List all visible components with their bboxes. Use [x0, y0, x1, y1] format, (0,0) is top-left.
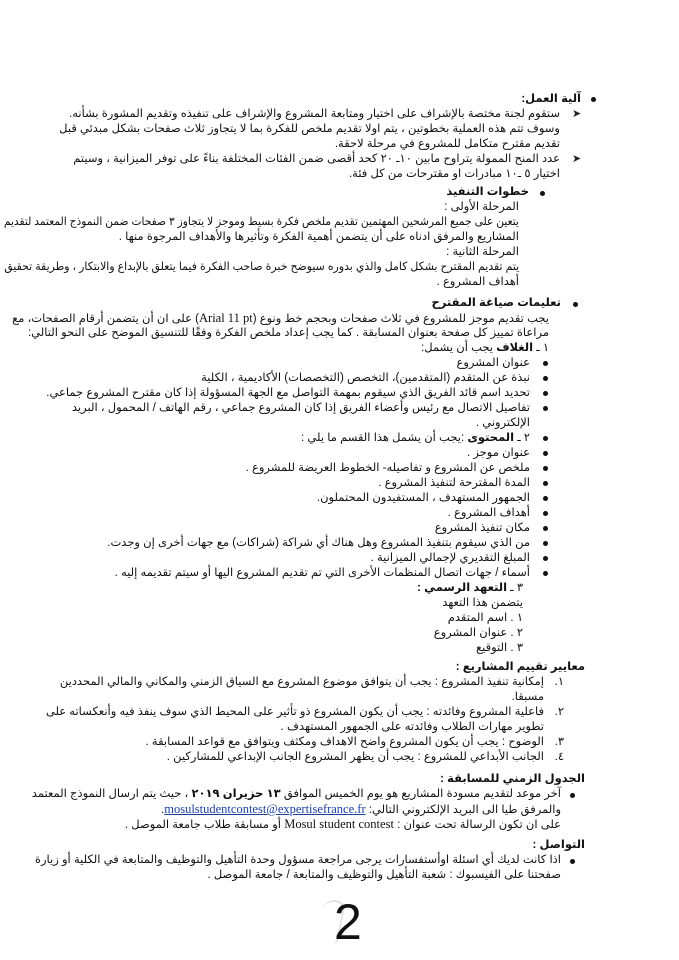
bullet-icon [543, 406, 548, 411]
text-segment: يجب تقديم موجز للمشروع في ثلاث صفحات وبحجم خط ونوع ( [252, 313, 549, 325]
bullet-icon [570, 793, 575, 798]
content-item: أسماء / جهات اتصال المنظمات الأخرى التي تم تقديم المشروع اليها أو سيتم تقديمه إليه . [114, 567, 530, 579]
drafting-intro-line-1 [12, 311, 549, 327]
pledge-item: ٢ . عنوان المشروع [433, 627, 523, 639]
drafting-intro-line-2: مراعاة تمييز كل صفحة بعنوان المسابقة . كما يجب إعداد ملخص الفكرة وفقًا للتنسيق الموضح على النحو التالي: [27, 327, 549, 339]
bullet-icon [543, 361, 548, 366]
bullet-icon [573, 302, 578, 307]
bullet-icon [543, 496, 548, 501]
bullet-icon [570, 859, 575, 864]
bullet-icon [543, 376, 548, 381]
bullet-icon [543, 466, 548, 471]
bullet-icon [543, 481, 548, 486]
stage-1-line-2: المشاريع والمرفق ادناه على أن يتضمن أهمية الفكرة وتأثيرها والأهداف المرجوة منها . [118, 231, 519, 243]
bullet-icon [591, 97, 596, 102]
arrow-bullet-icon: ➤ [572, 153, 582, 165]
criteria-item-2-line-1: فاعلية المشروع وفائدته : يجب أن يكون المشروع ذو تأثير على المحيط الذي سوف ينفذ فيه وأنعكساته على [45, 706, 544, 718]
subject-english: Mosul student contest [284, 817, 394, 831]
bullet-icon [543, 391, 548, 396]
text-segment: . [161, 804, 165, 816]
cover-item: تفاصيل الاتصال مع رئيس وأعضاء الفريق إذا كان المشروع جماعي ، رقم الهاتف / المحمول ، البريد [71, 402, 530, 414]
bullet-icon [543, 436, 548, 441]
cover-rest: يجب أن يشمل: [421, 342, 497, 354]
contact-line-1: اذا كانت لديك أي اسئلة اوأستفسارات يرجى مراجعة مسؤول وحدة التأهيل والتوظيف والمتابعة في الكلية أو زيارة [34, 854, 561, 866]
pledge-rest: : [417, 582, 425, 594]
criteria-item-2-line-2: تطوير مهارات الطلاب وفائدته على الجمهور المستهدف . [280, 721, 544, 733]
criteria-number: ٤. [554, 751, 564, 763]
schedule-line-2 [161, 802, 561, 818]
text-segment: ، حيث يتم ارسال النموذج المعتمد [31, 788, 192, 800]
pledge-intro: يتضمن هذا التعهد [442, 597, 523, 609]
mechanism-item-1-line-2: وسوف تتم هذه العملية بخطوتين ، يتم اولا تقديم ملخص للفكرة بما لا يتجاوز ثلاث صفحات بشكل مبدئي قبل [59, 123, 560, 135]
mechanism-item-1-line-1: ستقوم لجنة مختصة بالإشراف على اختيار ومتابعة المشروع والإشراف على تنفيذه وتقديم المشورة بشأنه. [69, 108, 560, 120]
bullet-icon [543, 511, 548, 516]
section-heading-criteria: معايير تقييم المشاريع : [455, 661, 585, 673]
criteria-item-3-line-1: الوضوح : يجب أن يكون المشروع واضح الاهداف ومكثف ويتوافق مع قواعد المسابقة . [145, 736, 544, 748]
pledge-heading [417, 581, 523, 596]
content-item: من الذي سيقوم بتنفيذ المشروع وهل هناك أي شراكة (شراكات) مع جهات أخرى إن وجدت. [107, 537, 530, 549]
page-number: 2 [334, 894, 362, 950]
content-number: ٢ ـ [514, 432, 530, 444]
bullet-icon [543, 541, 548, 546]
bullet-icon [543, 451, 548, 456]
stage-2-line-2: أهداف المشروع . [436, 276, 519, 288]
section-heading-mechanism: آلية العمل: [521, 93, 581, 105]
text-segment: أو مسابقة طلاب جامعة الموصل . [124, 819, 285, 831]
text-segment: على ان تكون الرسالة تحت عنوان : [393, 819, 561, 831]
content-item: المبلغ التقديري لإجمالي الميزانية . [370, 552, 530, 564]
bullet-icon [543, 571, 548, 576]
content-item: ملخص عن المشروع و تفاصيله- الخطوط العريضة للمشروع . [245, 462, 530, 474]
criteria-number: ٣. [554, 736, 564, 748]
cover-number: ١ ـ [533, 342, 549, 354]
content-label: المحتوى [467, 432, 515, 444]
bullet-icon [543, 526, 548, 531]
criteria-item-4-line-1: الجانب الأبداعي للمشروع : يجب أن يظهر المشروع الجانب الإبداعي للمشاركين . [166, 751, 544, 763]
content-heading [301, 431, 530, 446]
schedule-line-3 [125, 817, 561, 833]
content-item: عنوان موجز . [466, 447, 530, 459]
text-segment: آخر موعد لتقديم مسودة المشاريع هو يوم الخميس الموافق [280, 788, 561, 800]
criteria-item-1-line-1: إمكانية تنفيذ المشروع : يجب أن يتوافق موضوع المشروع مع السياق الزمني والمكاني والمالي المحددين [59, 676, 544, 688]
content-item: أهداف المشروع . [447, 507, 530, 519]
stage-2-title: المرحلة الثانية : [446, 246, 519, 258]
email-link[interactable]: mosulstudentcontest@expertisefrance.fr [164, 802, 366, 816]
cover-item: عنوان المشروع [456, 357, 530, 369]
cover-heading [421, 341, 549, 356]
section-heading-drafting: تعليمات صياغة المقترح [431, 297, 561, 309]
text-segment: والمرفق طيا الى البريد الإلكتروني التالي: [365, 804, 561, 816]
stage-1-line-1: يتعين على جميع المرشحين المهتمين تقديم ملخص فكرة بسيط وموجز لا يتجاوز ٣ صفحات ضمن النموذج المعتمد لتقديم [4, 216, 519, 228]
arrow-bullet-icon: ➤ [572, 108, 582, 120]
bullet-icon [543, 556, 548, 561]
contact-line-2: صفحتنا على الفيسبوك : شعبة التأهيل والتوظيف والمتابعة / جامعة الموصل . [207, 869, 561, 881]
criteria-item-1-line-2: مسبقا. [511, 691, 544, 703]
pledge-number: ٣ ـ [507, 582, 523, 594]
mechanism-item-2-line-2: اختيار ٥ ـ١٠ مبادرات او مقترحات من كل فئة. [348, 168, 560, 180]
criteria-number: ١. [554, 676, 564, 688]
cover-item-continued: الإلكتروني . [475, 417, 530, 429]
cover-item: نبذة عن المتقدم (المتقدمين)، التخصص (التخصصات) الأكاديمية ، الكلية [201, 372, 530, 384]
content-item: مكان تنفيذ المشروع [434, 522, 530, 534]
section-heading-schedule: الجدول الزمني للمسابقة : [440, 773, 585, 785]
text-segment: ) على ان أن يتضمن أرقام الصفحات، مع [12, 313, 199, 325]
pledge-item: ١ . اسم المتقدم [447, 612, 523, 624]
content-item: المدة المقترحة لتنفيذ المشروع . [378, 477, 530, 489]
schedule-line-1 [32, 787, 561, 802]
criteria-number: ٢. [554, 706, 564, 718]
section-heading-contact: التواصل : [532, 839, 585, 851]
mechanism-item-2-line-1: عدد المنح الممولة يتراوح مابين ١٠ـ ٢٠ كحد أقصى ضمن الفئات المختلفة بناءً على توفر الميزانية ، وسيتم [73, 153, 560, 165]
mechanism-item-1-line-3: تقديم مقترح متكامل للمشروع في مرحلة لاحقة. [334, 138, 560, 150]
deadline-date: ١٣ حزيران ٢٠١٩ [191, 788, 281, 800]
stage-2-line-1: يتم تقديم المقترح بشكل كامل والذي بدوره سيوضح خبرة صاحب الفكرة فيما يتعلق بالإبداع والابتكار ، وطريقة تحقيق [4, 261, 519, 273]
stage-1-title: المرحلة الأولى : [444, 201, 519, 213]
pledge-label: التعهد الرسمي [424, 582, 508, 594]
bullet-icon [540, 191, 545, 196]
content-item: الجمهور المستهدف ، المستفيدون المحتملون. [316, 492, 530, 504]
pledge-item: ٣ . التوقيع [476, 642, 523, 654]
font-spec: Arial 11 pt [199, 311, 253, 325]
cover-label: الغلاف [496, 342, 534, 354]
section-heading-steps: خطوات التنفيذ [446, 186, 529, 198]
content-rest: :يجب أن يشمل هذا القسم ما يلي : [301, 432, 468, 444]
cover-item: تحديد اسم قائد الفريق الذي سيقوم بمهمة التواصل مع الجهة المسؤولة إذا كان مقترح المشروع جماعي. [46, 387, 530, 399]
